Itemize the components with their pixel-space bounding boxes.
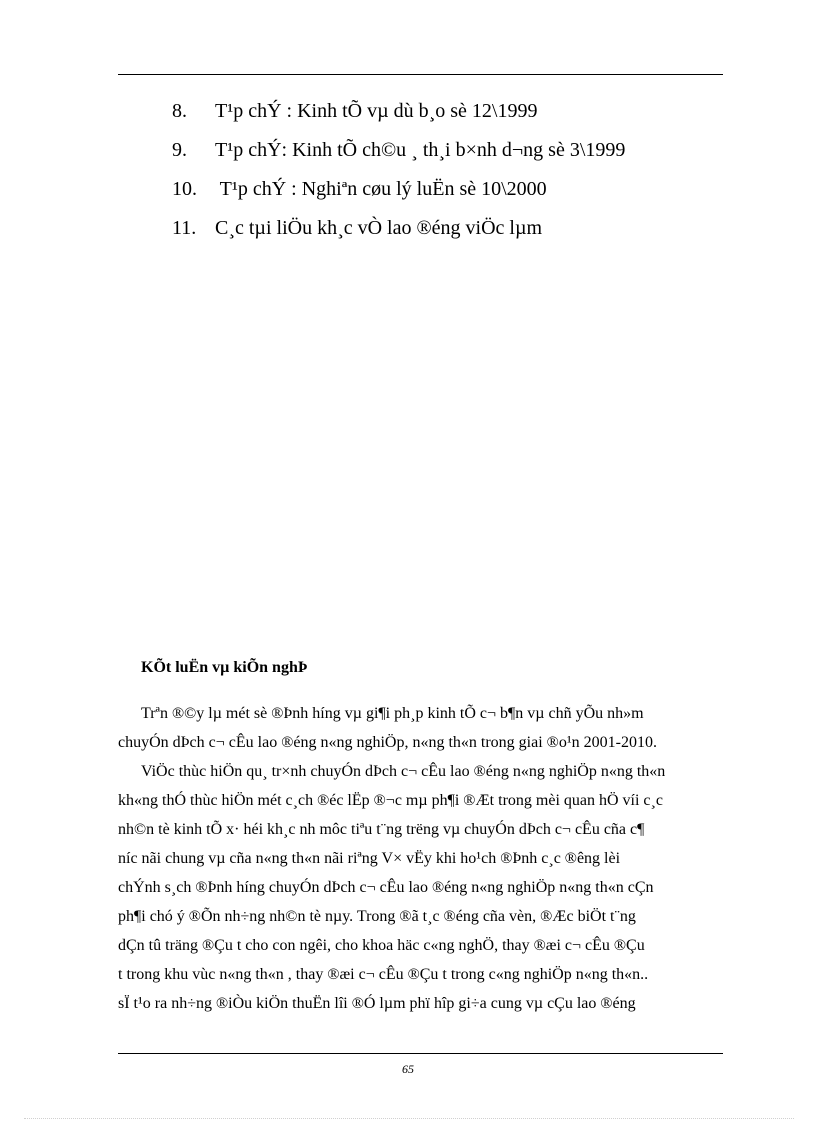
reference-text: T¹p chÝ : Kinh tÕ vµ dù b¸o sè 12\1999 [215,100,538,122]
reference-number: 10. [172,178,197,200]
body-text [118,704,728,1023]
body-line: ViÖc thùc hiÖn qu¸ tr×nh chuyÓn dÞch c¬ cÊu lao ®éng n«ng nghiÖp n«ng th«n [141,763,666,780]
reference-item [172,215,732,254]
body-line: ph¶i chó ý ®Õn nh÷ng nh©n tè nµy. Trong ®ã t¸c ®éng cña vèn, ®Æc biÖt t¨ng [118,908,636,925]
section-heading: KÕt luËn vµ kiÕn nghÞ [141,659,308,676]
reference-item [172,137,732,176]
page-edge-dotted-line [24,1118,794,1119]
body-line: níc nãi chung vµ cña n«ng th«n nãi riªng V× vËy khi ho¹ch ®Þnh c¸c ®êng lèi [118,850,621,867]
body-line: Trªn ®©y lµ mét sè ®Þnh híng vµ gi¶i ph¸p kinh tÕ c¬ b¶n vµ chñ yÕu nh»m [141,705,644,722]
reference-text: T¹p chÝ: Kinh tÕ ch©u ¸ th¸i b×nh d¬ng sè 3\1999 [215,139,626,161]
reference-item [172,98,732,137]
reference-number: 8. [172,100,187,122]
reference-text: T¹p chÝ : Nghiªn cøu lý luËn sè 10\2000 [215,178,547,200]
body-line: nh©n tè kinh tÕ x· héi kh¸c nh môc tiªu t¨ng trëng vµ chuyÓn dÞch c¬ cÊu cña c¶ [118,821,645,838]
header-rule [118,74,723,75]
body-line: chÝnh s¸ch ®Þnh híng chuyÓn dÞch c¬ cÊu lao ®éng n«ng nghiÖp n«ng th«n cÇn [118,879,654,896]
body-line: dÇn tû träng ®Çu t cho con ngêi, cho khoa häc c«ng nghÖ, thay ®æi c¬ cÊu ®Çu [118,937,645,954]
reference-list [172,98,732,254]
reference-number: 9. [172,139,187,161]
body-line: sÏ t¹o ra nh÷ng ®iÒu kiÖn thuËn lîi ®Ó lµm phï hîp gi÷a cung vµ cÇu lao ®éng [118,995,636,1012]
body-line: kh«ng thÓ thùc hiÖn mét c¸ch ®éc lËp ®¬c mµ ph¶i ®Æt trong mèi quan hÖ víi c¸c [118,792,663,809]
reference-item [172,176,732,215]
reference-text: C¸c tµi liÖu kh¸c vÒ lao ®éng viÖc lµm [215,217,543,239]
reference-number: 11. [172,217,197,239]
body-line: t trong khu vùc n«ng th«n , thay ®æi c¬ cÊu ®Çu t trong c«ng nghiÖp n«ng th«n.. [118,966,649,983]
footer-rule [118,1053,723,1054]
page-number: 65 [402,1062,414,1076]
body-line: chuyÓn dÞch c¬ cÊu lao ®éng n«ng nghiÖp, n«ng th«n trong giai ®o¹n 2001-2010. [118,734,657,751]
